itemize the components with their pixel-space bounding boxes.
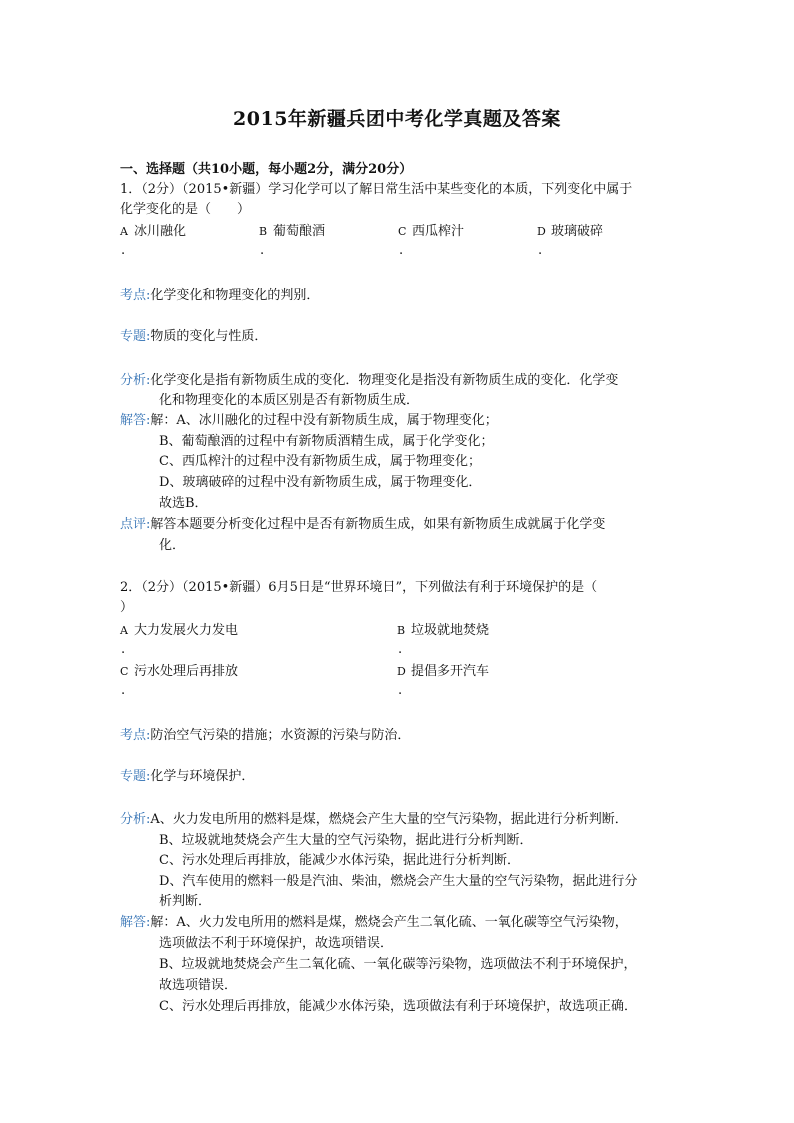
- fenxi-label: 分析:: [120, 812, 151, 827]
- option-key: C: [398, 225, 407, 238]
- option-dot: .: [121, 683, 126, 698]
- q2-option-b: [397, 621, 489, 641]
- q1-jieda-line: B、葡萄酿酒的过程中有新物质酒精生成，属于化学变化；: [159, 434, 494, 449]
- option-key: A: [120, 624, 128, 637]
- q2-jieda-line: B、垃圾就地焚烧会产生二氧化硫、一氧化碳等污染物，选项做法不利于环境保护，: [159, 957, 637, 972]
- q2-kaodian: [120, 726, 410, 746]
- q2-fenxi: [120, 810, 628, 830]
- q1-jieda-line: C、西瓜榨汁的过程中没有新物质生成，属于物理变化；: [159, 454, 481, 469]
- q1-jieda-line: 故选B．: [159, 496, 208, 511]
- q2-jieda: [120, 913, 628, 933]
- option-dot: .: [398, 642, 403, 657]
- option-dot: .: [399, 243, 404, 258]
- option-key: B: [259, 225, 268, 238]
- dianping-text: 解答本题要分析变化过程中是否有新物质生成，如果有新物质生成就属于化学变: [150, 517, 606, 532]
- jieda-label: 解答:: [120, 915, 151, 930]
- zhuanti-label: 专题:: [120, 769, 151, 784]
- section-heading: 一、选择题（共10小题，每小题2分，满分20分）: [120, 162, 413, 177]
- q2-fenxi-line: 析判断．: [159, 894, 212, 909]
- option-key: A: [120, 225, 128, 238]
- dianping-label: 点评:: [120, 517, 151, 532]
- jieda-text: 解：A、火力发电所用的燃料是煤，燃烧会产生二氧化硫、一氧化碳等空气污染物，: [150, 915, 628, 930]
- kaodian-label: 考点:: [120, 728, 151, 743]
- option-text: 冰川融化: [134, 224, 187, 239]
- zhuanti-label: 专题:: [120, 329, 151, 344]
- option-text: 玻璃破碎: [551, 224, 604, 239]
- option-key: B: [397, 624, 406, 637]
- fenxi-text: A、火力发电所用的燃料是煤，燃烧会产生大量的空气污染物，据此进行分析判断．: [150, 812, 628, 827]
- q1-fenxi: [120, 371, 618, 391]
- q2-jieda-line: 故选项错误．: [159, 978, 238, 993]
- option-text: 提倡多开汽车: [411, 664, 490, 679]
- q2-jieda-line: C、污水处理后再排放，能减少水体污染，选项做法有利于环境保护，故选项正确．: [159, 999, 637, 1014]
- option-dot: .: [121, 243, 126, 258]
- fenxi-label: 分析:: [120, 373, 151, 388]
- fenxi-text: 化学变化是指有新物质生成的变化．物理变化是指没有新物质生成的变化．化学变: [150, 373, 619, 388]
- zhuanti-text: 物质的变化与性质．: [150, 329, 268, 344]
- kaodian-label: 考点:: [120, 288, 151, 303]
- q1-option-b: [259, 222, 325, 242]
- q1-fenxi-line2: 化和物理变化的本质区别是否有新物质生成．: [159, 393, 420, 408]
- option-key: D: [537, 225, 546, 238]
- option-text: 垃圾就地焚烧: [411, 623, 490, 638]
- option-key: C: [120, 665, 129, 678]
- q1-stem-line1: 1．（2分）（2015•新疆）学习化学可以了解日常生活中某些变化的本质，下列变化中属于: [120, 182, 633, 197]
- q1-jieda-line: D、玻璃破碎的过程中没有新物质生成，属于物理变化．: [159, 475, 482, 490]
- q2-fenxi-line: B、垃圾就地焚烧会产生大量的空气污染物，据此进行分析判断．: [159, 833, 533, 848]
- q2-option-a: [120, 621, 238, 641]
- q2-stem-line1: 2．（2分）（2015•新疆）6月5日是“世界环境日”，下列做法有利于环境保护的是（: [120, 580, 598, 595]
- q2-zhuanti: [120, 767, 254, 787]
- q1-option-a: [120, 222, 186, 242]
- option-key: D: [397, 665, 406, 678]
- option-text: 葡萄酿酒: [273, 224, 326, 239]
- q1-dianping: [120, 515, 605, 535]
- option-text: 西瓜榨汁: [412, 224, 465, 239]
- jieda-text: 解：A、冰川融化的过程中没有新物质生成，属于物理变化；: [150, 413, 498, 428]
- kaodian-text: 防治空气污染的措施；水资源的污染与防治．: [150, 728, 411, 743]
- jieda-label: 解答:: [120, 413, 151, 428]
- option-text: 大力发展火力发电: [134, 623, 239, 638]
- q1-stem-line2: 化学变化的是（ ）: [120, 202, 251, 217]
- q2-option-d: [397, 662, 489, 682]
- option-dot: .: [260, 243, 265, 258]
- q2-jieda-line: 选项做法不利于环境保护，故选项错误．: [159, 936, 394, 951]
- q1-jieda: [120, 411, 498, 431]
- q1-option-d: [537, 222, 603, 242]
- option-text: 污水处理后再排放: [134, 664, 239, 679]
- q1-kaodian: [120, 286, 319, 306]
- kaodian-text: 化学变化和物理变化的判别．: [150, 288, 320, 303]
- q2-stem-line2: ）: [120, 600, 134, 615]
- page-title: 2015年新疆兵团中考化学真题及答案: [233, 108, 561, 130]
- q2-fenxi-line: D、汽车使用的燃料一般是汽油、柴油，燃烧会产生大量的空气污染物，据此进行分: [159, 874, 638, 889]
- option-dot: .: [538, 243, 543, 258]
- option-dot: .: [398, 683, 403, 698]
- q1-option-c: [398, 222, 464, 242]
- q2-fenxi-line: C、污水处理后再排放，能减少水体污染，据此进行分析判断．: [159, 853, 520, 868]
- q2-option-c: [120, 662, 238, 682]
- option-dot: .: [121, 642, 126, 657]
- q1-zhuanti: [120, 327, 267, 347]
- zhuanti-text: 化学与环境保护．: [150, 769, 255, 784]
- q1-dianping-line2: 化．: [159, 538, 186, 553]
